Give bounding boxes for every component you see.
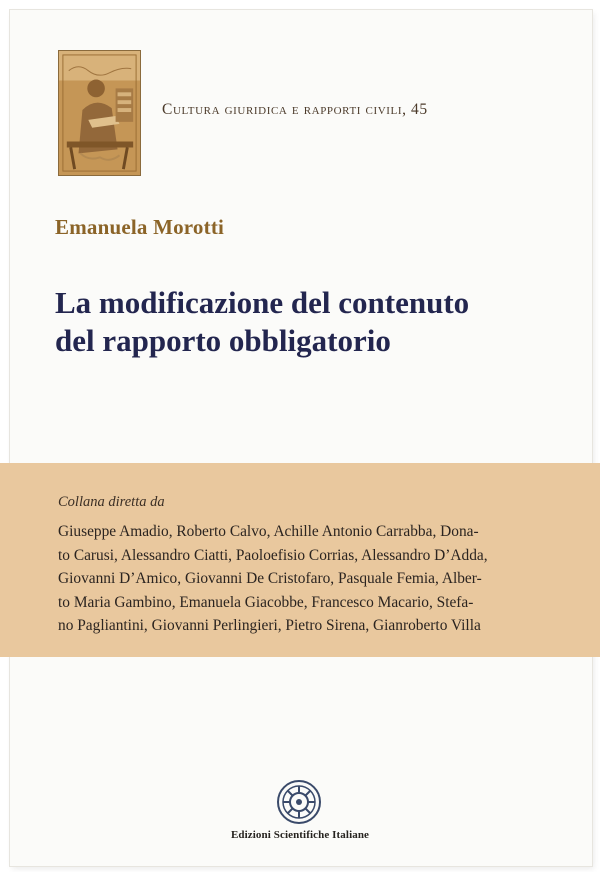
- collana-label: Collana diretta da: [58, 494, 165, 510]
- publisher-seal-icon: [276, 779, 322, 825]
- editors-line: Giuseppe Amadio, Roberto Calvo, Achille Antonio Carrabba, Dona-: [58, 523, 479, 540]
- editors-line: no Pagliantini, Giovanni Perlingieri, Pietro Sirena, Gianroberto Villa: [58, 617, 481, 634]
- book-title: [55, 284, 555, 360]
- publisher-name: Edizioni Scientifiche Italiane: [230, 829, 370, 841]
- editors-line: to Carusi, Alessandro Ciatti, Paoloefisio Corrias, Alessandro D’Adda,: [58, 546, 488, 564]
- book-title-line: La modificazione del contenuto: [55, 285, 470, 320]
- author-name: Emanuela Morotti: [55, 215, 225, 239]
- series-title: Cultura giuridica e rapporti civili, 45: [162, 101, 428, 118]
- book-title-line: del rapporto obbligatorio: [55, 323, 391, 358]
- editors-line: Giovanni D’Amico, Giovanni De Cristofaro, Pasquale Femia, Alber-: [58, 570, 482, 587]
- editors-list: [58, 520, 578, 638]
- cover-illustration: [58, 50, 141, 176]
- scholar-reading-icon: [59, 51, 140, 175]
- editors-line: to Maria Gambino, Emanuela Giacobbe, Francesco Macario, Stefa-: [58, 593, 474, 611]
